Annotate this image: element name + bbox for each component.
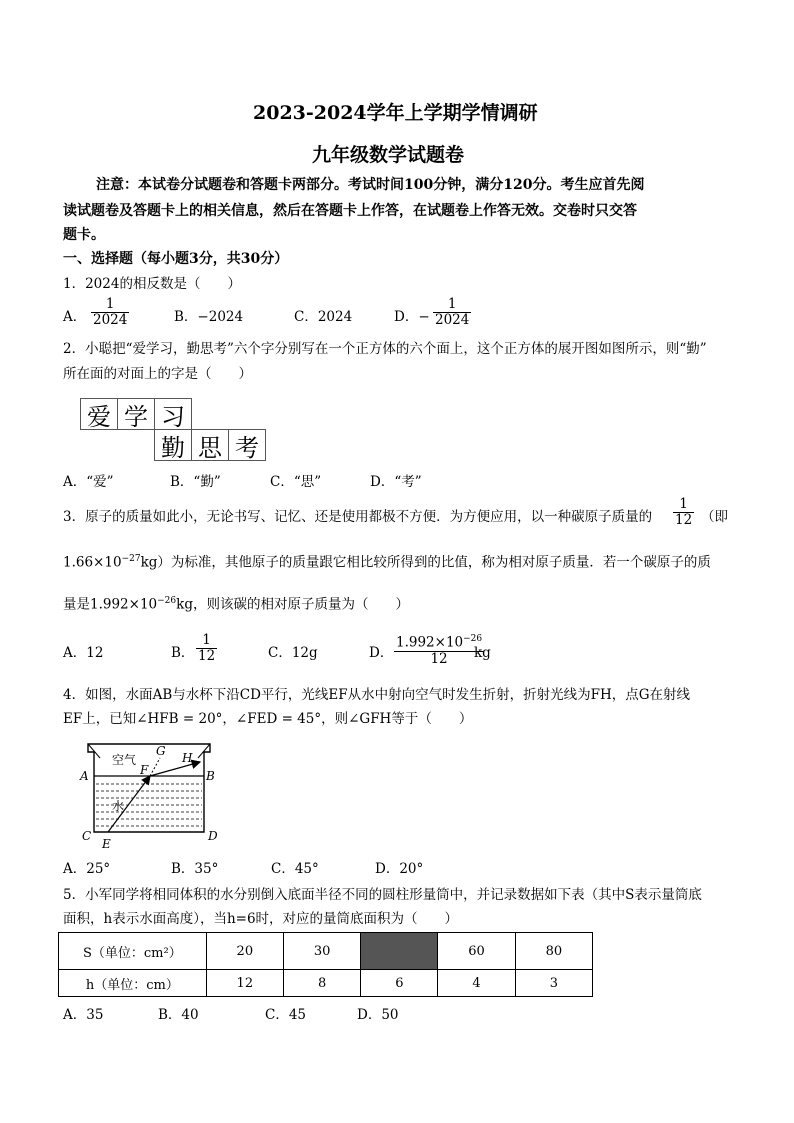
q4-option-b: B．35° xyxy=(171,861,219,877)
label-d: D xyxy=(208,829,218,843)
q1-option-a-fraction xyxy=(91,297,129,328)
q3-line-1 xyxy=(63,497,743,537)
label-b: B xyxy=(206,769,215,783)
q3-line-1-text: 3．原子的质量如此小，无论书写、记忆、还是使用都极不方便．为方便应用，以一种碳原子质量的 xyxy=(63,509,653,525)
q3-option-a: A．12 xyxy=(63,645,104,661)
q5-options xyxy=(63,1003,483,1027)
q5-option-a: A．35 xyxy=(63,1007,104,1023)
cube-face-4: 勤 xyxy=(154,429,192,461)
q2-option-a: A．“爱” xyxy=(63,474,114,490)
q1-options xyxy=(63,297,523,337)
q3-options xyxy=(63,632,523,676)
q1-a-numerator: 1 xyxy=(91,297,129,313)
q5-line-2: 面积，h表示水面高度），当h=6时，对应的量筒底面积为（ ） xyxy=(63,911,459,927)
q3-option-d-unit: kg xyxy=(474,645,491,661)
q3-option-d-label: D． xyxy=(369,645,394,661)
label-h: H xyxy=(182,751,193,765)
q3-line-2-exponent: −27 xyxy=(121,554,141,564)
table-row-header-s: S（单位：cm²） xyxy=(59,933,207,970)
q5-line-1: 5．小军同学将相同体积的水分别倒入底面半径不同的圆柱形量筒中，并记录数据如下表（其中S表示量筒底 xyxy=(63,887,702,903)
label-air: 空气 xyxy=(112,753,137,767)
q2-options xyxy=(63,470,483,494)
q3-line-3-text: kg，则该碳的相对原子质量为（ ） xyxy=(176,596,409,613)
q4-option-a: A．25° xyxy=(63,861,111,877)
q3-line-1-tail: （即 xyxy=(701,509,728,525)
notice-line-2: 读试题卷及答题卡上的相关信息，然后在答题卡上作答，在试题卷上作答无效。交卷时只交答 xyxy=(63,203,637,219)
label-water: 水 xyxy=(112,799,125,813)
q1-option-d-label: D．− xyxy=(394,309,430,325)
table-cell: 60 xyxy=(438,933,515,970)
table-cell: 80 xyxy=(515,933,592,970)
cube-face-1: 爱 xyxy=(80,398,118,430)
q4-option-d: D．20° xyxy=(375,861,424,877)
q1-option-a-label: A． xyxy=(63,309,87,325)
cube-face-6: 考 xyxy=(228,429,266,461)
q4-figure xyxy=(76,740,224,850)
exam-title: 2023-2024学年上学期学情调研 xyxy=(253,102,538,124)
q3-option-b-label: B． xyxy=(171,645,195,661)
q5-option-b: B．40 xyxy=(158,1007,199,1023)
label-g: G xyxy=(156,744,166,758)
q2-option-c: C．“思” xyxy=(270,474,322,490)
q3-option-d-fraction xyxy=(394,632,484,667)
section-1-title: 一、选择题（每小题3分，共30分） xyxy=(63,251,289,267)
q4-option-c: C．45° xyxy=(271,861,319,877)
q1-option-d-fraction xyxy=(433,297,471,328)
q1-d-denominator: 2024 xyxy=(435,312,470,328)
q3-fraction-denominator: 12 xyxy=(675,512,693,528)
table-cell: 30 xyxy=(283,933,360,970)
q4-options xyxy=(63,857,483,881)
q3-line-2 xyxy=(63,547,711,575)
q3-b-denominator: 12 xyxy=(198,648,216,664)
label-e: E xyxy=(102,837,111,850)
q3-line-3 xyxy=(63,589,409,617)
notice-line-3: 题卡。 xyxy=(63,227,105,243)
cube-net-figure xyxy=(80,398,262,464)
q3-fraction-numerator: 1 xyxy=(673,497,694,513)
q3-option-c: C．12g xyxy=(268,645,318,661)
q3-b-numerator: 1 xyxy=(196,633,217,649)
q2-stem-line-2: 所在面的对面上的字是（ ） xyxy=(63,366,252,382)
q3-d-denominator: 12 xyxy=(430,650,448,667)
q1-a-denominator: 2024 xyxy=(93,312,128,328)
q5-option-d: D．50 xyxy=(357,1007,399,1023)
cube-face-3: 习 xyxy=(154,398,192,430)
table-row xyxy=(59,970,593,997)
notice-line-1: 注意：本试卷分试题卷和答题卡两部分。考试时间100分钟，满分120分。考生应首先阅 xyxy=(96,177,645,193)
table-row xyxy=(59,933,593,970)
q1-option-b: B．−2024 xyxy=(174,309,244,325)
q3-line-3-exponent: −26 xyxy=(157,596,177,606)
q1-d-numerator: 1 xyxy=(433,297,471,313)
label-f: F xyxy=(140,763,149,777)
table-cell: 3 xyxy=(515,970,592,997)
q5-data-table xyxy=(58,932,593,997)
table-cell: 6 xyxy=(361,970,438,997)
table-cell: 4 xyxy=(438,970,515,997)
q1-stem: 1．2024的相反数是（ ） xyxy=(63,276,241,292)
q3-d-num-exponent: −26 xyxy=(463,634,483,644)
q4-line-1: 4．如图，水面AB与水杯下沿CD平行，光线EF从水中射向空气时发生折射，折射光线为FH，点G在射线 xyxy=(63,687,691,703)
q3-option-b-fraction xyxy=(196,633,217,664)
q1-option-c: C．2024 xyxy=(294,309,353,325)
q3-d-numerator xyxy=(394,632,484,652)
table-cell: 12 xyxy=(206,970,283,997)
q3-fraction xyxy=(673,497,694,528)
cube-face-2: 学 xyxy=(117,398,155,430)
label-c: C xyxy=(82,829,92,843)
label-a: A xyxy=(80,769,89,783)
ray-fh xyxy=(150,762,200,776)
q4-line-2: EF上，已知∠HFB = 20°，∠FED = 45°，则∠GFH等于（ ） xyxy=(63,711,473,727)
q3-line-2-text: kg）为标准，其他原子的质量跟它相比较所得到的比值，称为相对原子质量．若一个碳原子的质 xyxy=(140,554,711,571)
table-cell: 8 xyxy=(283,970,360,997)
q3-d-num-base: 1.992×10 xyxy=(396,634,464,651)
cube-face-5: 思 xyxy=(191,429,229,461)
q3-line-2-base: 1.66×10 xyxy=(63,554,122,571)
exam-subtitle: 九年级数学试题卷 xyxy=(312,144,465,166)
q2-option-d: D．“考” xyxy=(370,474,422,490)
q5-option-c: C．45 xyxy=(265,1007,307,1023)
q3-line-3-base: 量是1.992×10 xyxy=(63,596,158,613)
q2-option-b: B．“勤” xyxy=(170,474,221,490)
table-row-header-h: h（单位：cm） xyxy=(59,970,207,997)
table-cell: 20 xyxy=(206,933,283,970)
q2-stem-line-1: 2．小聪把“爱学习，勤思考”六个字分别写在一个正方体的六个面上，这个正方体的展开图如图所示，则“勤” xyxy=(63,341,707,357)
table-cell-hidden xyxy=(361,933,438,970)
